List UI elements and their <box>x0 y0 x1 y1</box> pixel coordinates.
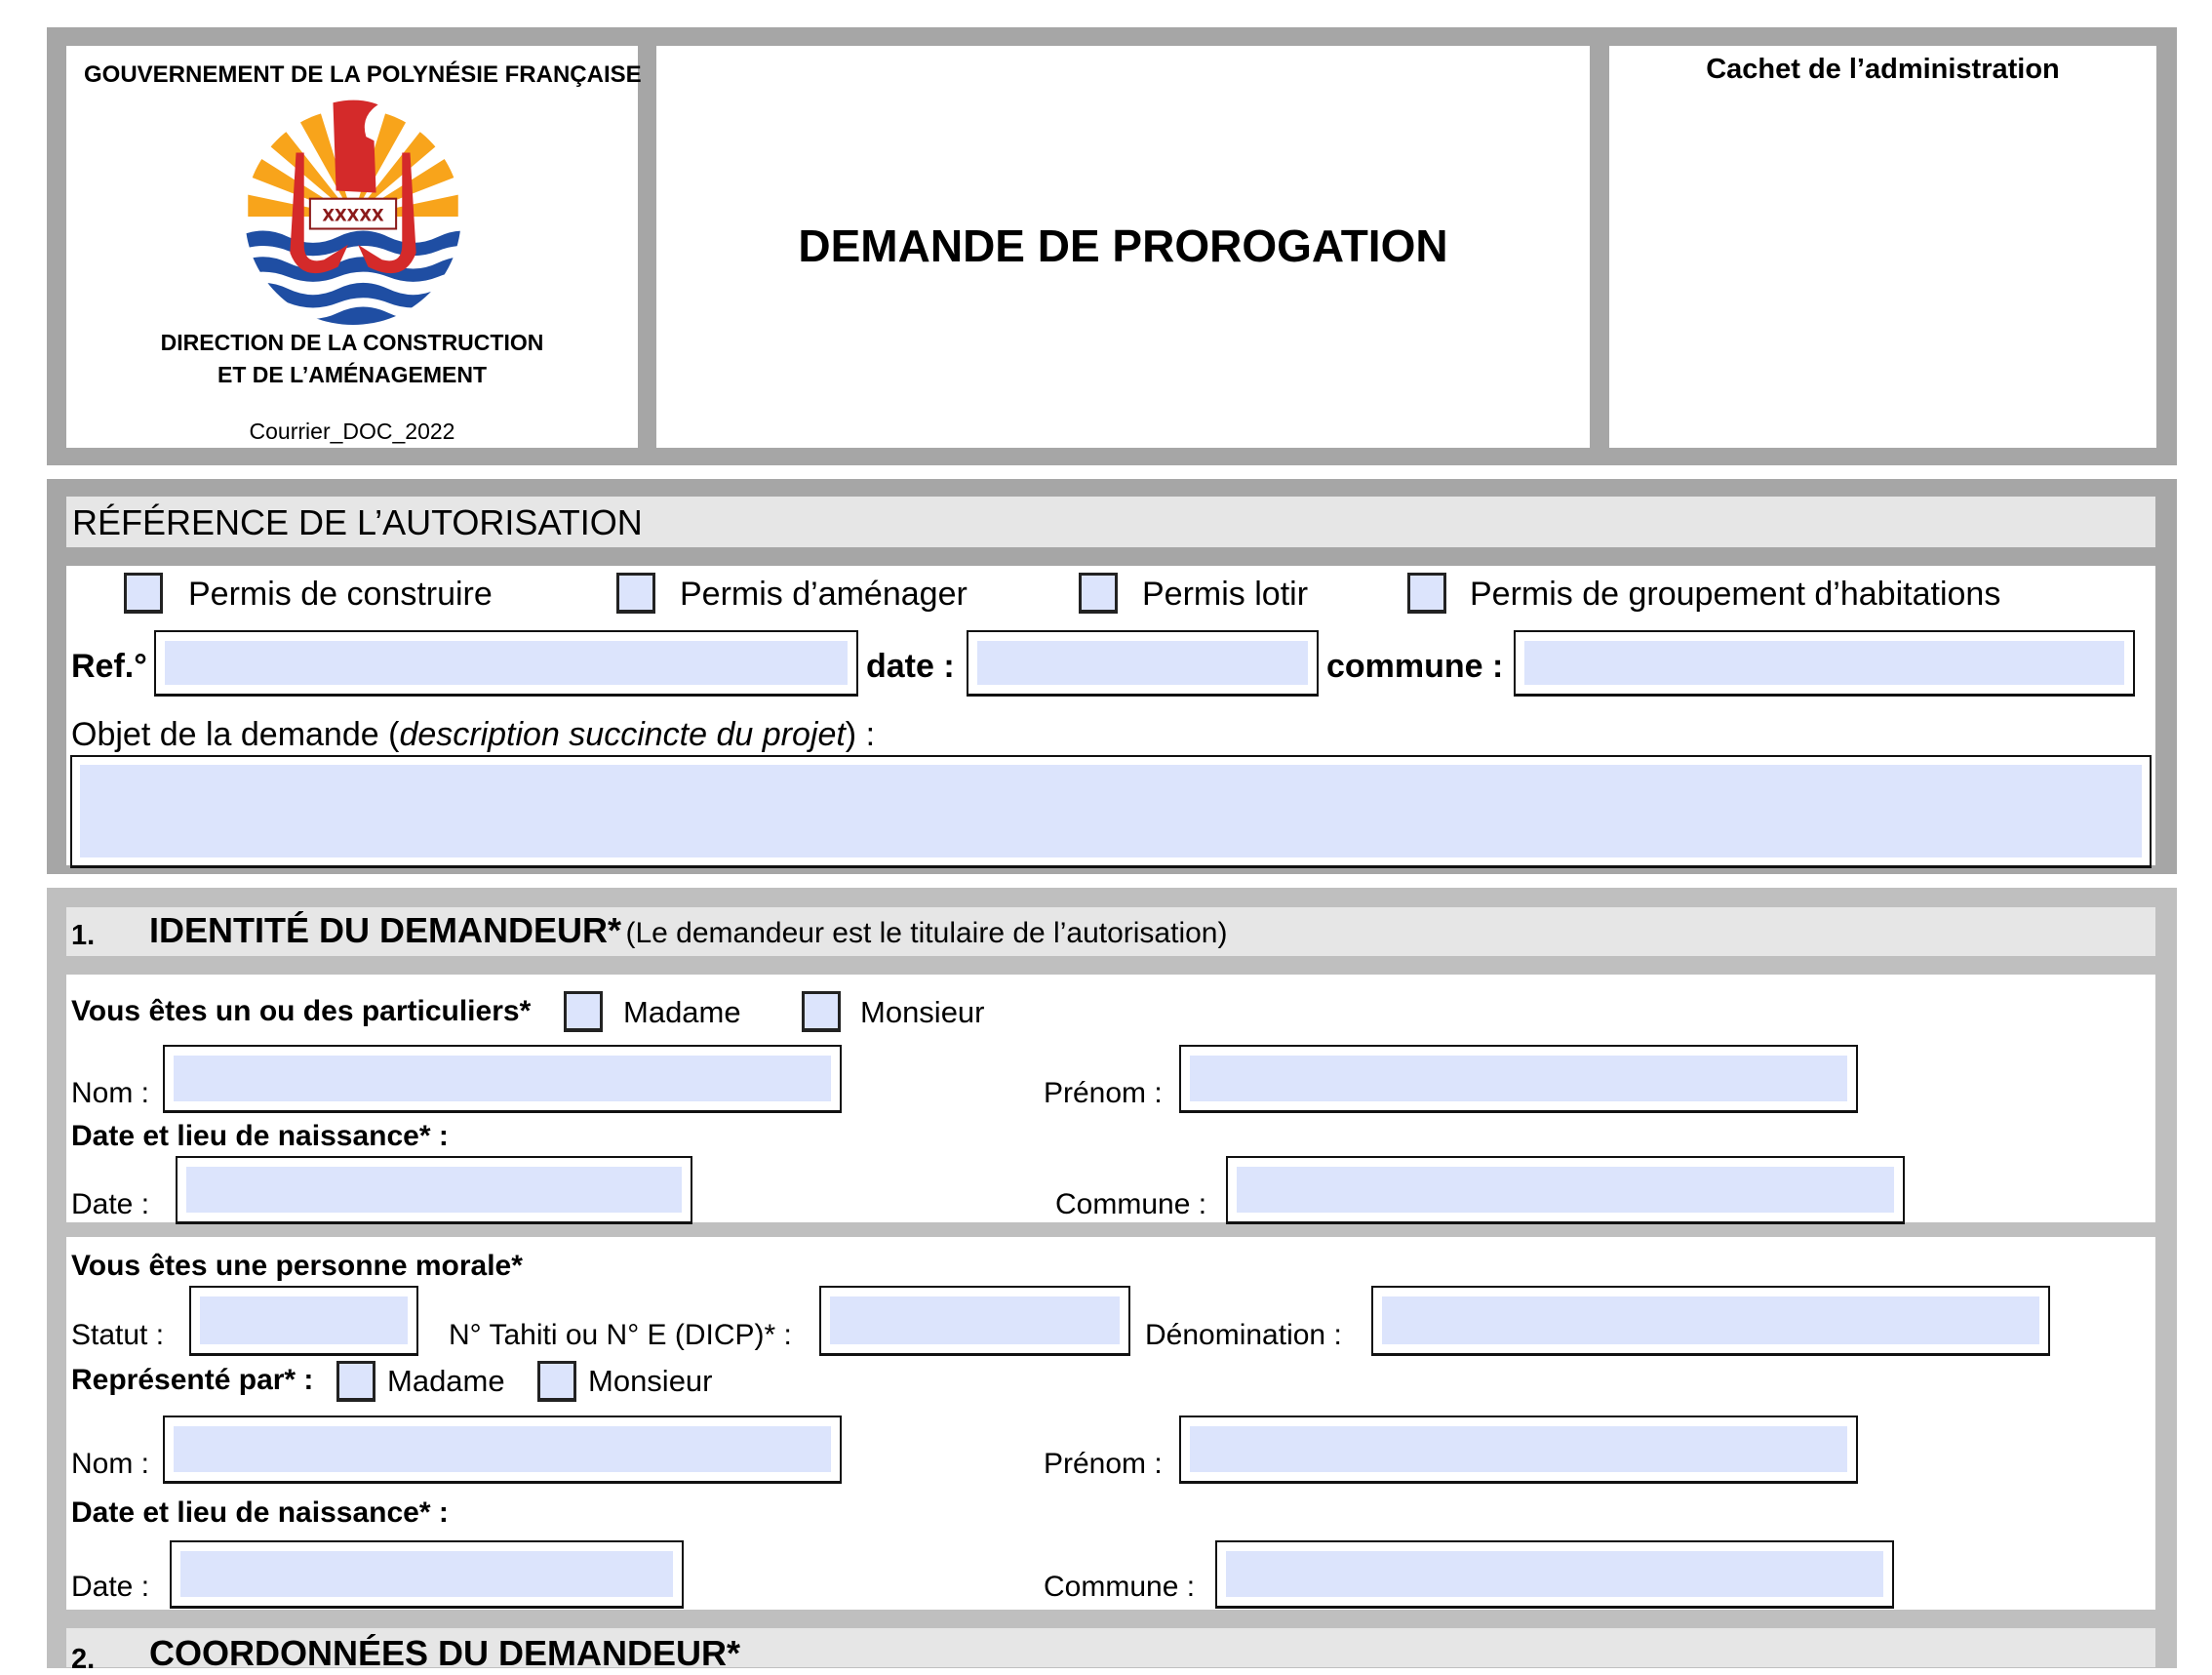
checkbox-particulier-madame[interactable] <box>564 991 603 1032</box>
title-box <box>656 46 1590 448</box>
objet-label <box>71 718 875 751</box>
particuliers-label: Vous êtes un ou des particuliers* <box>71 995 532 1027</box>
denomination-label: Dénomination : <box>1145 1319 1342 1351</box>
checkbox-represente-madame[interactable] <box>336 1361 375 1402</box>
section2-title: COORDONNÉES DU DEMANDEUR* <box>149 1633 741 1673</box>
objet-description-textarea[interactable] <box>70 755 2152 868</box>
label-permis-amenager: Permis d’aménager <box>680 576 968 613</box>
section1-title-main: IDENTITÉ DU DEMANDEUR* <box>149 910 622 950</box>
commune-label: commune : <box>1326 648 1504 685</box>
tahiti-number-label: N° Tahiti ou N° E (DICP)* : <box>449 1319 792 1351</box>
statut-input[interactable] <box>189 1286 418 1356</box>
direction-line-1: DIRECTION DE LA CONSTRUCTION <box>160 330 544 355</box>
morale-commune-label: Commune : <box>1044 1571 1196 1603</box>
section2-header-bar <box>66 1628 2155 1675</box>
particulier-commune-label: Commune : <box>1055 1188 1207 1220</box>
ref-commune-input[interactable] <box>1514 630 2135 697</box>
morale-nom-input[interactable] <box>163 1416 842 1484</box>
morale-commune-input[interactable] <box>1215 1540 1894 1609</box>
section1-subtitle: (Le demandeur est le titulaire de l’autorisation) <box>625 917 1228 949</box>
objet-label-suffix: ) : <box>845 716 876 753</box>
morale-prenom-label: Prénom : <box>1044 1448 1163 1480</box>
section1-header-bar <box>66 907 2155 956</box>
particulier-nom-input[interactable] <box>163 1045 842 1113</box>
label-permis-construire: Permis de construire <box>188 576 493 613</box>
morale-date-input[interactable] <box>170 1540 684 1609</box>
section1-number: 1. <box>71 920 96 951</box>
label-represente-monsieur: Monsieur <box>588 1364 713 1398</box>
label-particulier-madame: Madame <box>623 995 741 1029</box>
particulier-naissance-label: Date et lieu de naissance* : <box>71 1120 449 1152</box>
checkbox-represente-monsieur[interactable] <box>537 1361 576 1402</box>
stamp-label: Cachet de l’administration <box>1706 54 2060 85</box>
date-label: date : <box>866 648 955 685</box>
checkbox-particulier-monsieur[interactable] <box>802 991 841 1032</box>
label-represente-madame: Madame <box>387 1364 505 1398</box>
morale-label: Vous êtes une personne morale* <box>71 1250 523 1282</box>
section1-title <box>149 910 1228 950</box>
label-particulier-monsieur: Monsieur <box>860 995 985 1029</box>
particulier-commune-input[interactable] <box>1226 1156 1905 1224</box>
morale-naissance-label: Date et lieu de naissance* : <box>71 1496 449 1529</box>
checkbox-permis-lotir[interactable] <box>1079 573 1118 614</box>
particulier-date-input[interactable] <box>176 1156 692 1224</box>
document-code: Courrier_DOC_2022 <box>249 419 455 444</box>
direction-line-2: ET DE L’AMÉNAGEMENT <box>217 362 487 387</box>
checkbox-permis-construire[interactable] <box>124 573 163 614</box>
label-permis-lotir: Permis lotir <box>1142 576 1309 613</box>
government-name: GOUVERNEMENT DE LA POLYNÉSIE FRANÇAISE <box>84 61 642 88</box>
administration-stamp-box <box>1609 46 2156 448</box>
tahiti-number-input[interactable] <box>819 1286 1130 1356</box>
ref-number-input[interactable] <box>154 630 858 697</box>
ref-label: Ref.° <box>71 648 147 685</box>
label-permis-groupement: Permis de groupement d’habitations <box>1470 576 2001 613</box>
checkbox-permis-amenager[interactable] <box>616 573 655 614</box>
particulier-nom-label: Nom : <box>71 1077 150 1109</box>
morale-prenom-input[interactable] <box>1179 1416 1858 1484</box>
objet-label-prefix: Objet de la demande ( <box>71 716 400 753</box>
morale-date-label: Date : <box>71 1571 150 1603</box>
ref-date-input[interactable] <box>967 630 1319 697</box>
particulier-prenom-label: Prénom : <box>1044 1077 1163 1109</box>
coat-of-arms-logo <box>238 95 468 325</box>
issuer-box <box>66 46 642 448</box>
particulier-prenom-input[interactable] <box>1179 1045 1858 1113</box>
section2-number: 2. <box>71 1644 96 1675</box>
statut-label: Statut : <box>71 1319 165 1351</box>
svg-text:XXXXX: XXXXX <box>322 206 384 225</box>
objet-label-italic: description succincte du projet <box>399 716 846 753</box>
page-title: DEMANDE DE PROROGATION <box>798 220 1448 271</box>
reference-section-title: RÉFÉRENCE DE L’AUTORISATION <box>72 502 643 542</box>
denomination-input[interactable] <box>1371 1286 2050 1356</box>
checkbox-permis-groupement[interactable] <box>1407 573 1446 614</box>
particulier-date-label: Date : <box>71 1188 150 1220</box>
reference-header-bar <box>66 497 2155 547</box>
morale-nom-label: Nom : <box>71 1448 150 1480</box>
represente-par-label: Représenté par* : <box>71 1364 314 1396</box>
